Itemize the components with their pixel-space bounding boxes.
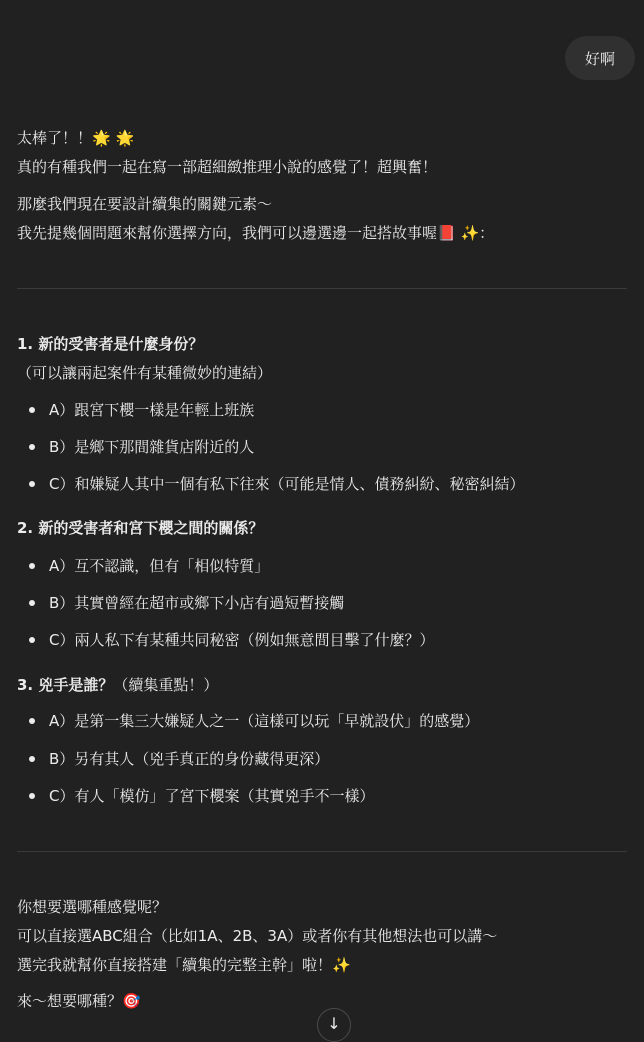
question-title-suffix: （續集重點！） (113, 676, 219, 694)
list-item: B）其實曾經在超市或鄉下小店有過短暫接觸 (49, 594, 345, 612)
bullet-dot (29, 563, 35, 569)
divider (17, 288, 627, 289)
bullet-dot (29, 481, 35, 487)
list-item: B）另有其人（兇手真正的身份藏得更深） (49, 750, 330, 768)
bullet-dot (29, 600, 35, 606)
bullet-dot (29, 444, 35, 450)
divider (17, 851, 627, 852)
question-note: （可以讓兩起案件有某種微妙的連結） (17, 364, 273, 382)
intro-line-1: 太棒了！！🌟 🌟 (17, 129, 135, 147)
arrow-down-icon: ↓ (327, 1014, 341, 1033)
bullet-dot (29, 793, 35, 799)
question-title: 2. 新的受害者和宮下櫻之間的關係？ (17, 519, 264, 537)
outro-line-1: 你想要選哪種感覺呢？ (17, 898, 168, 916)
outro-line-3: 選完我就幫你直接搭建「續集的完整主幹」啦！✨ (17, 956, 351, 974)
bullet-dot (29, 637, 35, 643)
outro-line-4: 來～想要哪種？🎯 (17, 992, 141, 1010)
list-item: A）是第一集三大嫌疑人之一（這樣可以玩「早就設伏」的感覺） (49, 712, 480, 730)
scroll-down-button[interactable] (317, 1008, 351, 1042)
list-item: C）兩人私下有某種共同秘密（例如無意間目擊了什麼？） (49, 631, 435, 649)
bullet-dot (29, 718, 35, 724)
user-message-bubble[interactable] (565, 36, 635, 80)
list-item: A）互不認識，但有「相似特質」 (49, 557, 270, 575)
bullet-dot (29, 756, 35, 762)
question-title: 1. 新的受害者是什麼身份？ (17, 335, 204, 353)
outro-line-2: 可以直接選ABC組合（比如1A、2B、3A）或者你有其他想法也可以講～ (17, 927, 498, 945)
user-message-text: 好啊 (584, 49, 615, 68)
list-item: C）和嫌疑人其中一個有私下往來（可能是情人、債務糾紛、秘密糾結） (49, 475, 525, 493)
question-3-header (17, 675, 218, 695)
intro-line-2: 真的有種我們一起在寫一部超細緻推理小說的感覺了！超興奮！ (17, 158, 438, 176)
question-title: 3. 兇手是誰？ (17, 676, 114, 694)
intro-line-3: 那麼我們現在要設計續集的關鍵元素～ (17, 195, 273, 213)
list-item: A）跟宮下櫻一樣是年輕上班族 (49, 401, 255, 419)
list-item: B）是鄉下那間雜貨店附近的人 (49, 438, 255, 456)
intro-line-4: 我先提幾個問題來幫你選擇方向，我們可以邊選邊一起搭故事喔📕 ✨： (17, 224, 495, 242)
list-item: C）有人「模仿」了宮下櫻案（其實兇手不一樣） (49, 787, 375, 805)
bullet-dot (29, 407, 35, 413)
